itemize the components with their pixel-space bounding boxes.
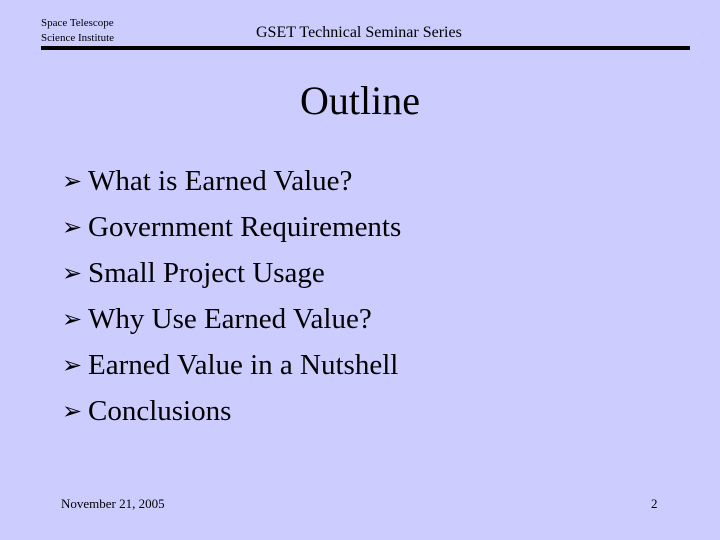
outline-item [62,296,401,342]
arrow-bullet-icon: ➢ [62,305,83,333]
outline-item [62,388,401,434]
arrow-bullet-icon: ➢ [62,397,83,425]
outline-item-text: What is Earned Value? [88,165,353,197]
page-number: 2 [651,496,658,511]
outline-item-text: Earned Value in a Nutshell [88,349,399,381]
outline-item [62,250,401,296]
outline-item [62,204,401,250]
organization-line-1: Space Telescope [41,17,114,29]
outline-item-text: Why Use Earned Value? [88,303,372,335]
arrow-bullet-icon: ➢ [62,213,83,241]
organization-line-2: Science Institute [41,32,115,44]
outline-item-text: Conclusions [88,395,232,427]
header-divider [41,46,690,50]
outline-item [62,342,401,388]
organization-name [41,16,161,46]
seminar-series-title: GSET Technical Seminar Series [256,24,462,41]
outline-item-text: Government Requirements [88,211,402,243]
arrow-bullet-icon: ➢ [62,167,83,195]
arrow-bullet-icon: ➢ [62,259,83,287]
outline-item [62,158,401,204]
arrow-bullet-icon: ➢ [62,351,83,379]
slide-title: Outline [300,78,420,123]
outline-list [62,158,401,434]
slide-date: November 21, 2005 [61,496,165,511]
outline-item-text: Small Project Usage [88,257,325,289]
